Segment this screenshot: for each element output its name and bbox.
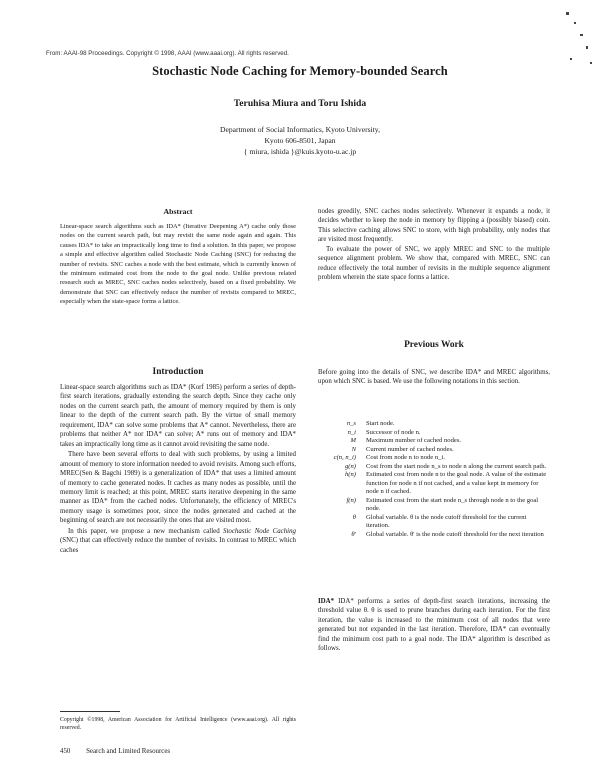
- notation-definition: Cost from the start node n_s to node n along the current search path.: [366, 462, 547, 470]
- abstract-heading: Abstract: [163, 207, 193, 216]
- ida-description: [318, 597, 550, 654]
- page-number: 450: [60, 748, 71, 755]
- paragraph: To evaluate the power of SNC, we apply MREC and SNC to the multiple sequence alignment problem. We show that, compared with MREC, SNC can reduce effectively the total number of revisits in the multiple sequence alignment problem wherein the state space forms a lattice.: [318, 245, 550, 282]
- emphasis-term: Stochastic Node Caching: [223, 527, 296, 535]
- paragraph-text: In this paper, we propose a new mechanism called: [68, 527, 220, 535]
- notation-symbol: θ': [351, 530, 356, 538]
- paragraph: Linear-space search algorithms such as IDA* (Korf 1985) perform a series of depth-first search iterations, gradually extending the search depth. Since they cache only nodes on the current search path, the amount of memory required by them is only linear to the depth of the current search path. By the virtue of small memory requirement, IDA* can solve some problems that A* cannot. Nevertheless, there are problems that neither A* nor IDA* can solve; A* runs out of memory and IDA* takes an impractically long time as it cannot avoid revisiting the same node.: [60, 384, 296, 448]
- introduction-body: [60, 383, 296, 556]
- notation-symbol: θ: [352, 513, 356, 521]
- notation-definition: Maximum number of cached nodes.: [366, 437, 462, 444]
- notation-row: [330, 471, 550, 497]
- affiliation-line: Department of Social Informatics, Kyoto University,: [220, 125, 380, 134]
- notation-symbol: g(n): [345, 462, 356, 470]
- email-line: { miura, ishida }@kuis.kyoto-u.ac.jp: [243, 147, 357, 156]
- notation-definition: Start node.: [366, 420, 395, 427]
- paragraph-text: (SNC) that can effectively reduce the number of revisits. In contrast to MREC which caches: [60, 537, 296, 554]
- run-in-heading: IDA*: [318, 598, 335, 605]
- notation-row: [330, 531, 550, 540]
- paragraph: [60, 527, 296, 555]
- copyright-footnote: Copyright ©1998, American Association for Artificial Intelligence (www.aaai.org). All rights reserved.: [60, 717, 296, 732]
- notation-definition: Estimated cost from node n to the goal node. A value of the estimate function for node n if not cached, and a value kept in memory for node n if cached.: [366, 471, 547, 495]
- abstract-text: Linear-space search algorithms such as IDA* (Iterative Deepening A*) cache only those nodes on the current search path, but may revisit the same node again and again. This causes IDA* to take an impractically long time to find a solution. In this paper, we propose a simple and effective algorithm called Stochastic Node Caching (SNC) for reducing the number of revisits. SNC caches a node with the best estimate, which is currently known of the minimum estimated cost from the node to the goal node. Unlike previous related research such as MREC, SNC caches nodes selectively, based on a fixed probability. We demonstrate that SNC can effectively reduce the number of revisits compared to MREC, especially when the state-space forms a lattice.: [60, 223, 296, 306]
- notation-row: [330, 437, 550, 446]
- notation-symbol: c(n, n_i): [333, 454, 356, 461]
- page-footer: [60, 748, 360, 755]
- affiliation-line: Kyoto 606-8501, Japan: [264, 136, 336, 145]
- previous-work-heading: Previous Work: [404, 340, 464, 350]
- paragraph: There have been several efforts to deal with such problems, by using a limited amount of memory to store information needed to avoid revisits. Among such efforts, MREC(Sen & Bagchi 1989) is a generalization of IDA* that uses a limited amount of memory to cache generated nodes. It caches as many nodes as possible, until the memory limit is reached; at this point, MREC starts iterative deepening in the same manner as IDA* from the cached nodes. Unfortunately, the efficiency of MREC's memory usage is sometimes poor, since the nodes generated and cached at the beginning of search are not necessarily the ones that are visited most.: [60, 451, 296, 525]
- introduction-heading: Introduction: [152, 367, 204, 377]
- footnote-divider: [60, 711, 120, 712]
- right-column-top: [318, 207, 550, 283]
- scan-artifact: [570, 58, 572, 60]
- paper-title: Stochastic Node Caching for Memory-bounded Search: [152, 64, 448, 78]
- notation-list: [330, 420, 550, 539]
- notation-definition: Estimated cost from the start node n_s through node n to the goal node.: [366, 496, 539, 512]
- notation-definition: Cost from node n to node n_i.: [366, 454, 445, 461]
- notation-symbol: f(n): [346, 496, 356, 504]
- scan-artifact: [586, 46, 588, 49]
- notation-definition: Current number of cached nodes.: [366, 445, 454, 453]
- scan-artifact: [580, 34, 583, 36]
- notation-symbol: h(n): [345, 471, 356, 478]
- notation-row: [330, 446, 550, 455]
- notation-definition: Global variable. θ is the node cutoff threshold for the current iteration.: [366, 513, 527, 529]
- source-line: From: AAAI-98 Proceedings. Copyright © 1998, AAAI (www.aaai.org). All rights reserved.: [46, 50, 289, 57]
- affiliation: [0, 124, 600, 157]
- notation-row: [330, 429, 550, 438]
- scan-artifact: [566, 12, 569, 15]
- notation-symbol: n_s: [346, 420, 356, 427]
- paragraph-text: IDA* performs a series of depth-first search iterations, increasing the threshold value θ. θ is used to prune branches during each iteration. For the first iteration, the value is increased to the minimum cost of all nodes that were generated but not expanded in the last iteration. Therefore, IDA* can eventually find the minimum cost path to a goal node. The IDA* algorithm is described as follows.: [318, 598, 550, 653]
- previous-work-intro: Before going into the details of SNC, we describe IDA* and MREC algorithms, upon which SNC is based. We use the following notations in this section.: [318, 369, 550, 386]
- scan-artifact: [574, 22, 576, 24]
- notation-symbol: n_i: [347, 428, 356, 436]
- notation-symbol: N: [351, 445, 356, 453]
- notation-symbol: M: [350, 437, 356, 444]
- notation-row: [330, 514, 550, 531]
- footer-section: Search and Limited Resources: [86, 748, 171, 755]
- notation-row: [330, 463, 550, 472]
- notation-row: [330, 497, 550, 514]
- paragraph: nodes greedily, SNC caches nodes selectively. Whenever it expands a node, it decides whether to keep the node in memory by flipping a (possibly biased) coin. This selective caching allows SNC to store, with high probability, only nodes that are visited most frequently.: [318, 208, 550, 244]
- notation-row: [330, 420, 550, 429]
- notation-row: [330, 454, 550, 463]
- notation-definition: Successor of node n.: [366, 428, 421, 436]
- author-names: Teruhisa Miura and Toru Ishida: [233, 98, 367, 109]
- notation-definition: Global variable. θ' is the node cutoff threshold for the next iteration: [366, 530, 544, 538]
